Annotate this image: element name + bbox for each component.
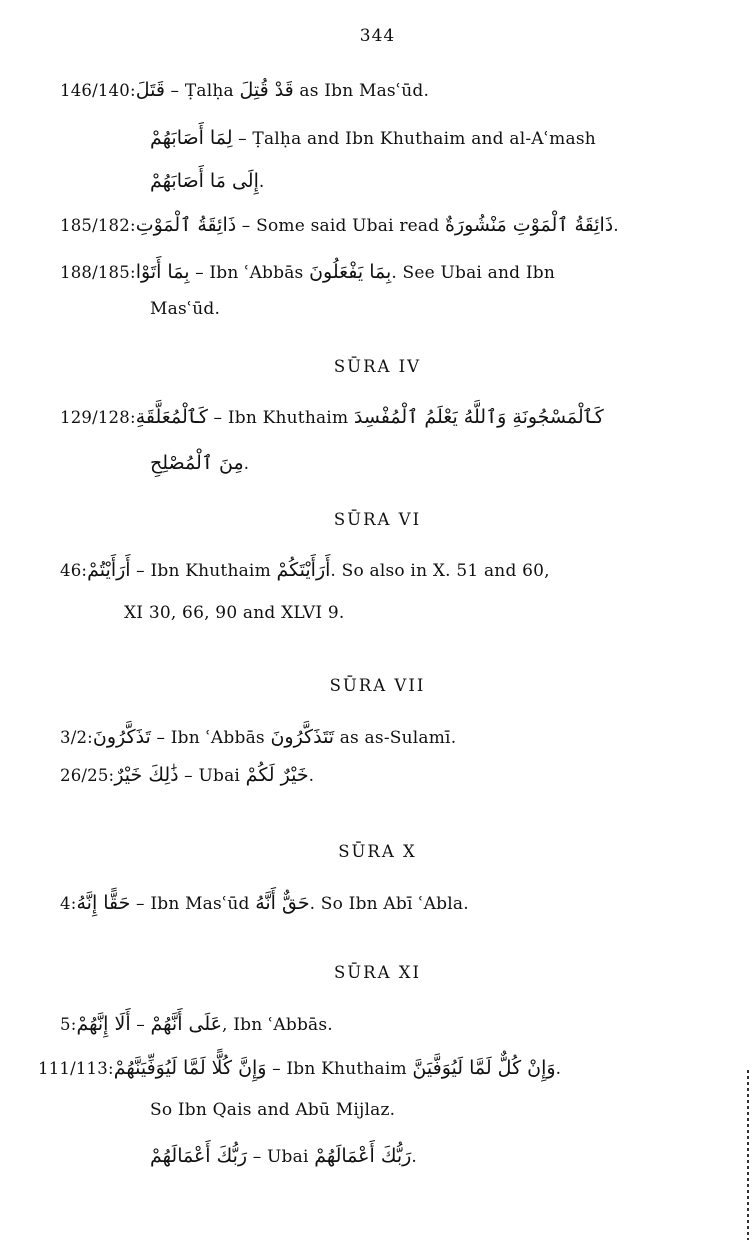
arabic-text: ذَائِقَةُ ٱلْمَوْتِ مَنْشُورَةٌ (444, 214, 614, 236)
verse-reference: 129/128: (60, 408, 136, 427)
arabic-text: بِمَا يَفْعَلُونَ (309, 261, 392, 283)
english-text: – Ibn ʿAbbās (150, 728, 271, 748)
arabic-text: وَإِنَّ كُلًّا لَمَّا لَيُوَفِّيَنَّهُمْ (113, 1057, 267, 1079)
english-text: . See Ubai and Ibn (391, 263, 555, 283)
arabic-text: قَتَلَ (135, 79, 165, 101)
english-text: . (258, 172, 265, 192)
entry-185-182 (60, 212, 619, 239)
page-edge-scan-mark (747, 1070, 749, 1240)
entry-3-2 (60, 724, 456, 751)
verse-reference: 185/182: (60, 216, 136, 235)
sura-heading: SŪRA VI (333, 510, 422, 529)
arabic-text: تَتَذَكَّرُونَ (270, 726, 335, 748)
entry-continuation (150, 1097, 395, 1123)
english-text: – Ubai (178, 766, 246, 786)
arabic-text: كَٱلْمُعَلَّقَةِ (135, 406, 208, 428)
english-text: – Ibn Khuthaim (130, 561, 277, 581)
arabic-text: حَقٌّ أَنَّهُ (255, 892, 310, 914)
entry-146-140 (60, 77, 429, 104)
entry-188-185 (60, 259, 555, 286)
verse-reference: 26/25: (60, 766, 115, 785)
entry-continuation (150, 296, 220, 322)
verse-reference: 111/113: (38, 1059, 114, 1078)
english-text: . So Ibn Abī ʿAbla. (309, 894, 469, 914)
sura-heading: SŪRA IV (333, 357, 422, 376)
entry-4 (60, 890, 469, 917)
english-text: . So also in X. 51 and 60, (330, 561, 550, 581)
english-text: . (555, 1059, 562, 1079)
english-text: – Ibn Khuthaim (266, 1059, 413, 1079)
verse-reference: 4: (60, 894, 77, 913)
english-text: . (411, 1147, 417, 1167)
english-text: – Some said Ubai read (236, 216, 445, 236)
entry-129-128 (60, 404, 604, 431)
arabic-text: أَلَا إِنَّهُمْ (76, 1013, 131, 1035)
arabic-text: قَدْ قُتِلَ (239, 79, 294, 101)
arabic-text: أَرَأَيْتَكُمْ (276, 559, 331, 581)
arabic-text: بِمَا أَتَوْا (135, 261, 190, 283)
english-text: . (243, 454, 250, 474)
arabic-text: وَإِنْ كُلٌّ لَمَّا لَيُوَفَّيَنَّ (412, 1057, 556, 1079)
arabic-text: أَرَأَيْتُمْ (87, 559, 131, 581)
verse-reference: 46: (60, 561, 88, 580)
entry-continuation (150, 125, 596, 152)
page-number: 344 (359, 26, 396, 46)
arabic-text: كَٱلْمَسْجُونَةِ وَٱللَّهُ يَعْلَمُ ٱلْمُفْسِدَ (353, 406, 604, 428)
verse-reference: 3/2: (60, 728, 93, 747)
arabic-text: رَبُّكَ أَعْمَالَهُمْ (150, 1145, 248, 1167)
entry-46 (60, 557, 550, 584)
verse-reference: 146/140: (60, 81, 136, 100)
english-text: – Ṭalḥa (164, 81, 240, 101)
arabic-text: حَقًّا إِنَّهُ (76, 892, 131, 914)
entry-continuation (150, 1143, 417, 1170)
sura-heading: SŪRA X (338, 842, 417, 861)
arabic-text: خَيْرٌ لَكُمْ (245, 764, 309, 786)
english-text: as Ibn Masʿūd. (293, 81, 430, 101)
entry-26-25 (60, 762, 314, 789)
english-text: . (613, 216, 619, 236)
arabic-text: رَبُّكَ أَعْمَالَهُمْ (314, 1145, 412, 1167)
arabic-text: ذَٰلِكَ خَيْرٌ (114, 764, 179, 786)
english-text: . (308, 766, 315, 786)
arabic-text: ذَائِقَةُ ٱلْمَوْتِ (135, 214, 237, 236)
english-text: So Ibn Qais and Abū Mijlaz. (150, 1100, 396, 1120)
entry-111-113 (38, 1055, 561, 1082)
sura-heading: SŪRA VII (329, 676, 426, 695)
arabic-text: مِنَ ٱلْمُصْلِحِ (150, 452, 244, 474)
english-text: , Ibn ʿAbbās. (222, 1015, 333, 1035)
entry-continuation (124, 600, 345, 626)
english-text: – Ibn Masʿūd (130, 894, 256, 914)
arabic-text: تَذَكَّرُونَ (92, 726, 151, 748)
english-text: as as-Sulamī. (334, 728, 457, 748)
english-text: – Ibn ʿAbbās (189, 263, 310, 283)
verse-reference: 188/185: (60, 263, 136, 282)
english-text: – Ibn Khuthaim (207, 408, 354, 428)
english-text: Masʿūd. (150, 299, 221, 319)
english-text: XI 30, 66, 90 and XLVI 9. (124, 603, 345, 623)
english-text: – (130, 1015, 151, 1035)
arabic-text: إِلَى مَا أَصَابَهُمْ (150, 170, 259, 192)
verse-reference: 5: (60, 1015, 77, 1034)
english-text: – Ubai (247, 1147, 315, 1167)
entry-5 (60, 1011, 333, 1038)
arabic-text: عَلَى أَنَّهُمْ (150, 1013, 222, 1035)
entry-continuation (150, 168, 264, 195)
sura-heading: SŪRA XI (333, 963, 422, 982)
english-text: – Ṭalḥa and Ibn Khuthaim and al-Aʿmash (232, 129, 596, 149)
arabic-text: لِمَا أَصَابَهُمْ (150, 127, 233, 149)
entry-continuation (150, 450, 249, 477)
